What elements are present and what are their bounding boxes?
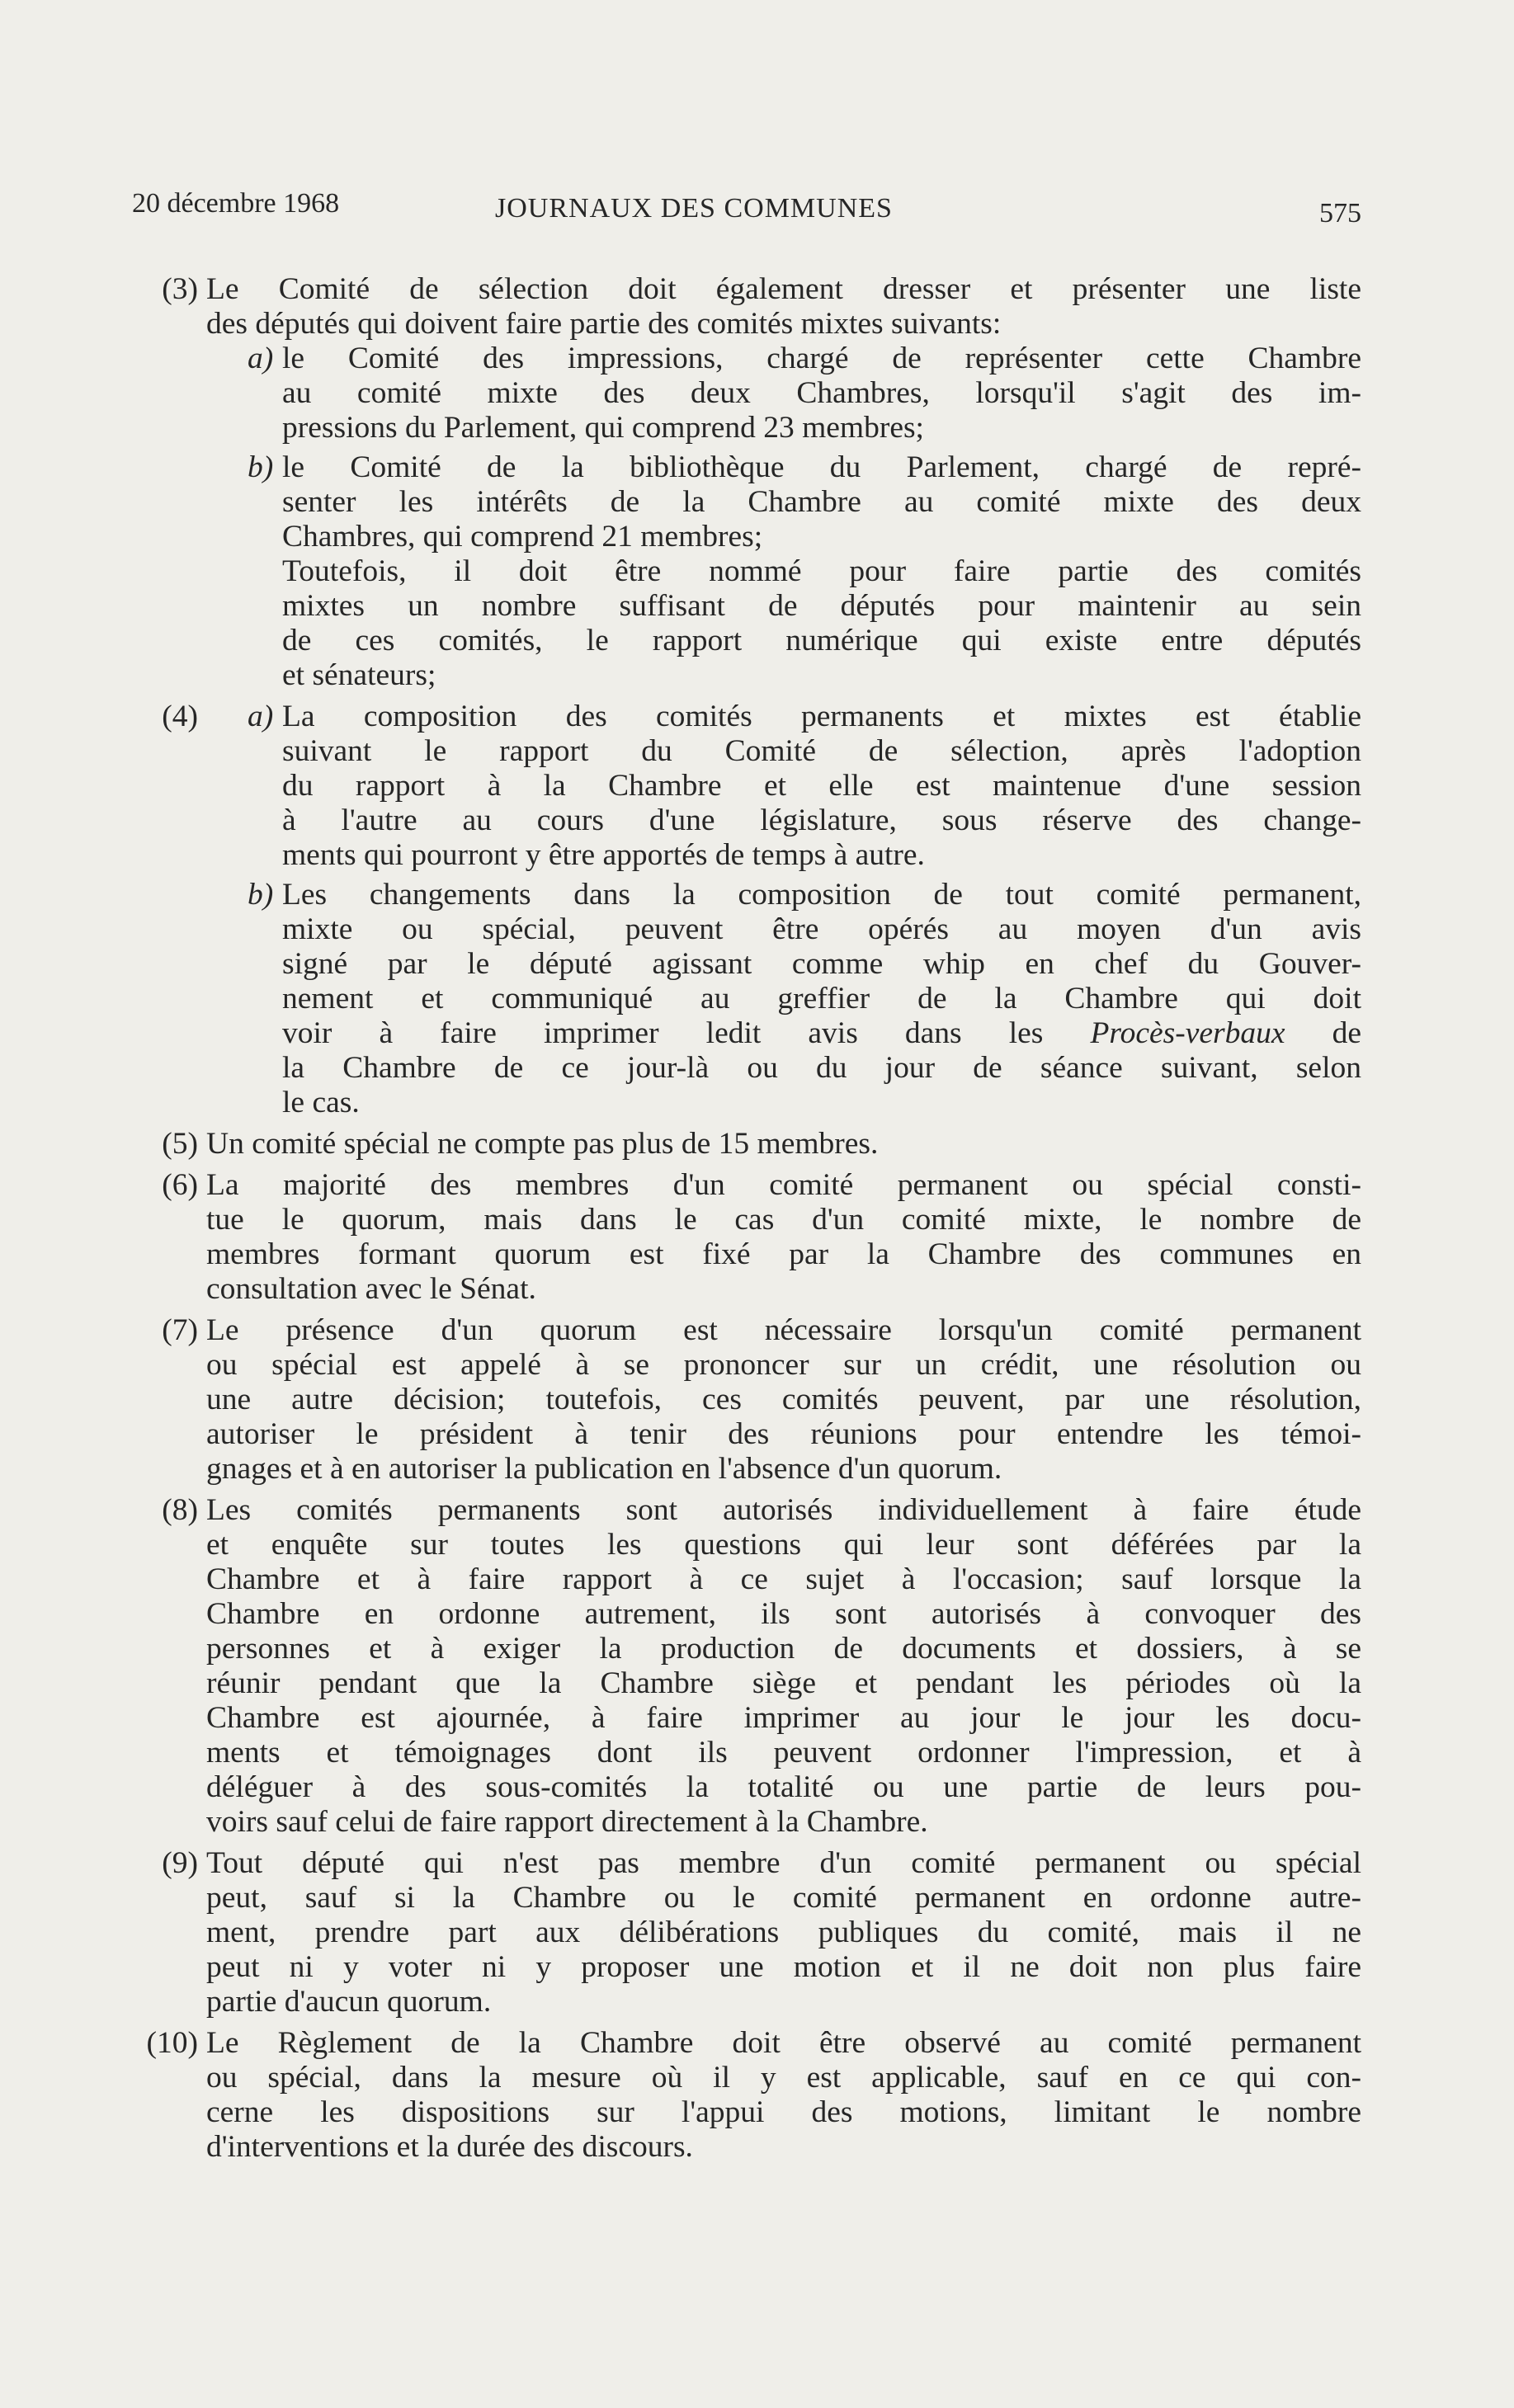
text-line: Un comité spécial ne compte pas plus de 15 membres. (206, 1127, 879, 1161)
text-line: une autre décision; toutefois, ces comités peuvent, par une résolution, (206, 1383, 1361, 1416)
text-line: La majorité des membres d'un comité permanent ou spécial consti- (206, 1168, 1361, 1202)
text-line: à l'autre au cours d'une législature, sous réserve des change- (282, 803, 1361, 837)
text-line: La composition des comités permanents et mixtes est établie (282, 700, 1361, 733)
clause-number: (3) (162, 272, 198, 306)
text-line: Le Comité de sélection doit également dresser et présenter une liste (206, 272, 1361, 306)
text-line: tue le quorum, mais dans le cas d'un comité mixte, le nombre de (206, 1203, 1361, 1237)
text-line: personnes et à exiger la production de documents et dossiers, à se (206, 1632, 1361, 1666)
subclause-letter: b) (248, 450, 274, 484)
clause-number: (6) (162, 1168, 198, 1202)
subclause-a (206, 700, 1361, 873)
text-line: Le Règlement de la Chambre doit être observé au comité permanent (206, 2026, 1361, 2060)
clause-8 (162, 1493, 1361, 1840)
page-header (132, 188, 1361, 238)
text-line: peut, sauf si la Chambre ou le comité permanent en ordonne autre- (206, 1881, 1361, 1915)
text-line: Tout député qui n'est pas membre d'un comité permanent ou spécial (206, 1846, 1361, 1880)
subclause-letter: a) (248, 700, 274, 733)
text-line: le cas. (282, 1086, 360, 1119)
text-line: Chambre en ordonne autrement, ils sont autorisés à convoquer des (206, 1597, 1361, 1631)
text-line: d'interventions et la durée des discours. (206, 2130, 693, 2164)
text-line (282, 1016, 1361, 1051)
text-line: Toutefois, il doit être nommé pour faire partie des comités (282, 554, 1361, 588)
text-line: autoriser le président à tenir des réunions pour entendre les témoi- (206, 1417, 1361, 1451)
text-line: et enquête sur toutes les questions qui leur sont déférées par la (206, 1528, 1361, 1562)
text-line: voirs sauf celui de faire rapport directement à la Chambre. (206, 1805, 928, 1839)
clause-3 (162, 272, 1361, 693)
text-line: cerne les dispositions sur l'appui des motions, limitant le nombre (206, 2095, 1361, 2129)
header-date: 20 décembre 1968 (132, 188, 340, 219)
text-line: consultation avec le Sénat. (206, 1272, 536, 1306)
journal-title: JOURNAUX DES COMMUNES (495, 193, 893, 224)
text-line: signé par le député agissant comme whip en chef du Gouver- (282, 947, 1361, 981)
subclause-b (206, 878, 1361, 1120)
text-run: voir à faire imprimer ledit avis dans les (282, 1016, 1091, 1050)
text-line: ou spécial est appelé à se prononcer sur un crédit, une résolution ou (206, 1348, 1361, 1382)
text-line: gnages et à en autoriser la publication en l'absence d'un quorum. (206, 1452, 1002, 1486)
text-line: mixte ou spécial, peuvent être opérés au moyen d'un avis (282, 912, 1361, 946)
clause-number: (10) (146, 2026, 198, 2060)
subclause-letter: b) (248, 878, 274, 912)
text-line: mixtes un nombre suffisant de députés pour maintenir au sein (282, 589, 1361, 623)
subclause-letter: a) (248, 342, 274, 375)
text-line: suivant le rapport du Comité de sélection, après l'adoption (282, 734, 1361, 768)
clause-number: (5) (162, 1127, 198, 1161)
text-line: ments qui pourront y être apportés de temps à autre. (282, 838, 925, 872)
clause-number: (9) (162, 1846, 198, 1880)
text-line: au comité mixte des deux Chambres, lorsqu'il s'agit des im- (282, 376, 1361, 410)
text-line: le Comité de la bibliothèque du Parlement, chargé de repré- (282, 450, 1361, 484)
clause-5 (162, 1127, 1361, 1162)
text-line: de ces comités, le rapport numérique qui existe entre députés (282, 624, 1361, 657)
text-line: peut ni y voter ni y proposer une motion et il ne doit non plus faire (206, 1950, 1361, 1984)
text-line: réunir pendant que la Chambre siège et pendant les périodes où la (206, 1666, 1361, 1700)
clause-6 (162, 1168, 1361, 1307)
text-line: des députés qui doivent faire partie des comités mixtes suivants: (206, 307, 1002, 341)
clause-9 (162, 1846, 1361, 2019)
text-line: du rapport à la Chambre et elle est maintenue d'une session (282, 769, 1361, 803)
text-line: et sénateurs; (282, 658, 436, 692)
clause-number: (7) (162, 1313, 198, 1347)
text-line: Le présence d'un quorum est nécessaire lorsqu'un comité permanent (206, 1313, 1361, 1347)
subclause-a (206, 342, 1361, 445)
text-line: déléguer à des sous-comités la totalité ou une partie de leurs pou- (206, 1770, 1361, 1804)
document-body (146, 272, 1361, 2171)
text-line: Les changements dans la composition de tout comité permanent, (282, 878, 1361, 912)
text-run: de (1285, 1016, 1361, 1050)
clause-4 (162, 700, 1361, 1120)
clause-7 (162, 1313, 1361, 1487)
text-line: Chambre et à faire rapport à ce sujet à l'occasion; sauf lorsque la (206, 1562, 1361, 1596)
italic-title: Procès-verbaux (1090, 1016, 1285, 1050)
text-line: pressions du Parlement, qui comprend 23 membres; (282, 411, 924, 445)
clause-10 (146, 2026, 1361, 2165)
text-line: ments et témoignages dont ils peuvent ordonner l'impression, et à (206, 1736, 1361, 1769)
clause-number: (4) (162, 700, 198, 733)
text-line: senter les intérêts de la Chambre au comité mixte des deux (282, 485, 1361, 519)
text-line: membres formant quorum est fixé par la Chambre des communes en (206, 1237, 1361, 1271)
text-line: Chambres, qui comprend 21 membres; (282, 520, 763, 554)
page-number: 575 (1319, 198, 1361, 229)
subclause-b (206, 450, 1361, 693)
text-line: Chambre est ajournée, à faire imprimer au jour le jour les docu- (206, 1701, 1361, 1735)
text-line: la Chambre de ce jour-là ou du jour de séance suivant, selon (282, 1051, 1361, 1085)
text-line: partie d'aucun quorum. (206, 1985, 492, 2019)
text-line: le Comité des impressions, chargé de représenter cette Chambre (282, 342, 1361, 375)
clause-number: (8) (162, 1493, 198, 1527)
text-line: Les comités permanents sont autorisés individuellement à faire étude (206, 1493, 1361, 1527)
text-line: ment, prendre part aux délibérations publiques du comité, mais il ne (206, 1916, 1361, 1949)
text-line: ou spécial, dans la mesure où il y est applicable, sauf en ce qui con- (206, 2061, 1361, 2095)
text-line: nement et communiqué au greffier de la Chambre qui doit (282, 982, 1361, 1016)
